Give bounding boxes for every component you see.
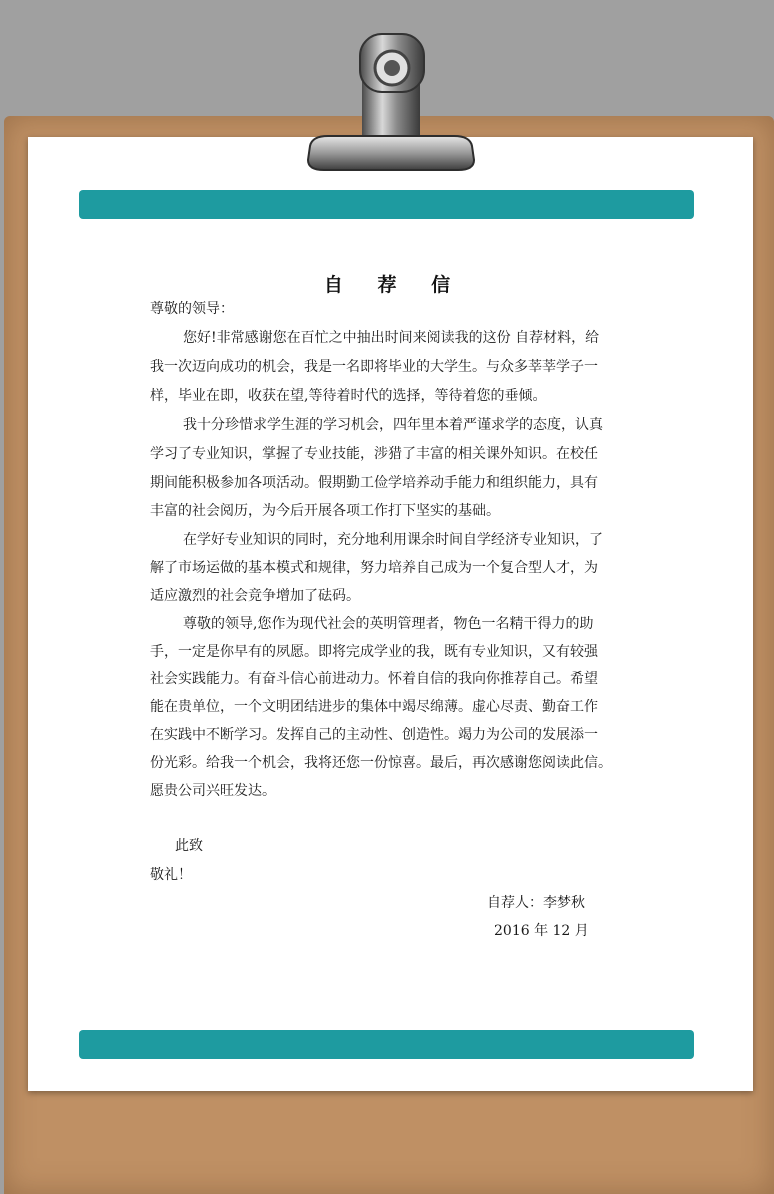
letter-body-line: 您好!非常感谢您在百忙之中抽出时间来阅读我的这份 自荐材料，给: [183, 330, 600, 346]
letter-body-line: 在学好专业知识的同时，充分地利用课余时间自学经济专业知识，了: [183, 532, 603, 548]
letter-body-line: 愿贵公司兴旺发达。: [150, 783, 276, 799]
binder-clip-icon: [298, 28, 482, 178]
letter-body-line: 我十分珍惜求学生涯的学习机会，四年里本着严谨求学的态度，认真: [183, 417, 603, 433]
letter-body-line: 期间能积极参加各项活动。假期勤工俭学培养动手能力和组织能力，具有: [150, 475, 598, 491]
letter-body-line: 份光彩。给我一个机会，我将还您一份惊喜。最后，再次感谢您阅读此信。: [150, 755, 612, 771]
letter-body-line: 尊敬的领导,您作为现代社会的英明管理者，物色一名精干得力的助: [183, 616, 594, 632]
signer-name: 自荐人：李梦秋: [487, 895, 585, 911]
letter-body-line: 样，毕业在即，收获在望,等待着时代的选择，等待着您的垂倾。: [150, 388, 547, 404]
letter-body-line: 社会实践能力。有奋斗信心前进动力。怀着自信的我向你推荐自己。希望: [150, 671, 598, 687]
letter-body-line: 适应激烈的社会竞争增加了砝码。: [150, 588, 360, 604]
header-accent-band: [79, 190, 694, 219]
letter-body-line: 我一次迈向成功的机会，我是一名即将毕业的大学生。与众多莘莘学子一: [150, 359, 598, 375]
letter-body-line: 能在贵单位，一个文明团结进步的集体中竭尽绵薄。虚心尽责、勤奋工作: [150, 699, 598, 715]
letter-salutation: 尊敬的领导：: [150, 301, 234, 317]
letter-body-line: 手，一定是你早有的夙愿。即将完成学业的我，既有专业知识，又有较强: [150, 644, 598, 660]
footer-accent-band: [79, 1030, 694, 1059]
closing-line-2: 敬礼！: [150, 867, 192, 883]
letter-date: 2016 年 12 月: [494, 923, 589, 939]
letter-body-line: 在实践中不断学习。发挥自己的主动性、创造性。竭力为公司的发展添一: [150, 727, 598, 743]
letter-title: 自 荐 信: [323, 274, 465, 296]
closing-line-1: 此致: [175, 838, 203, 854]
letter-body-line: 学习了专业知识，掌握了专业技能，涉猎了丰富的相关课外知识。在校任: [150, 446, 598, 462]
letter-body-line: 丰富的社会阅历，为今后开展各项工作打下坚实的基础。: [150, 503, 500, 519]
letter-body-line: 解了市场运做的基本模式和规律，努力培养自己成为一个复合型人才，为: [150, 560, 598, 576]
